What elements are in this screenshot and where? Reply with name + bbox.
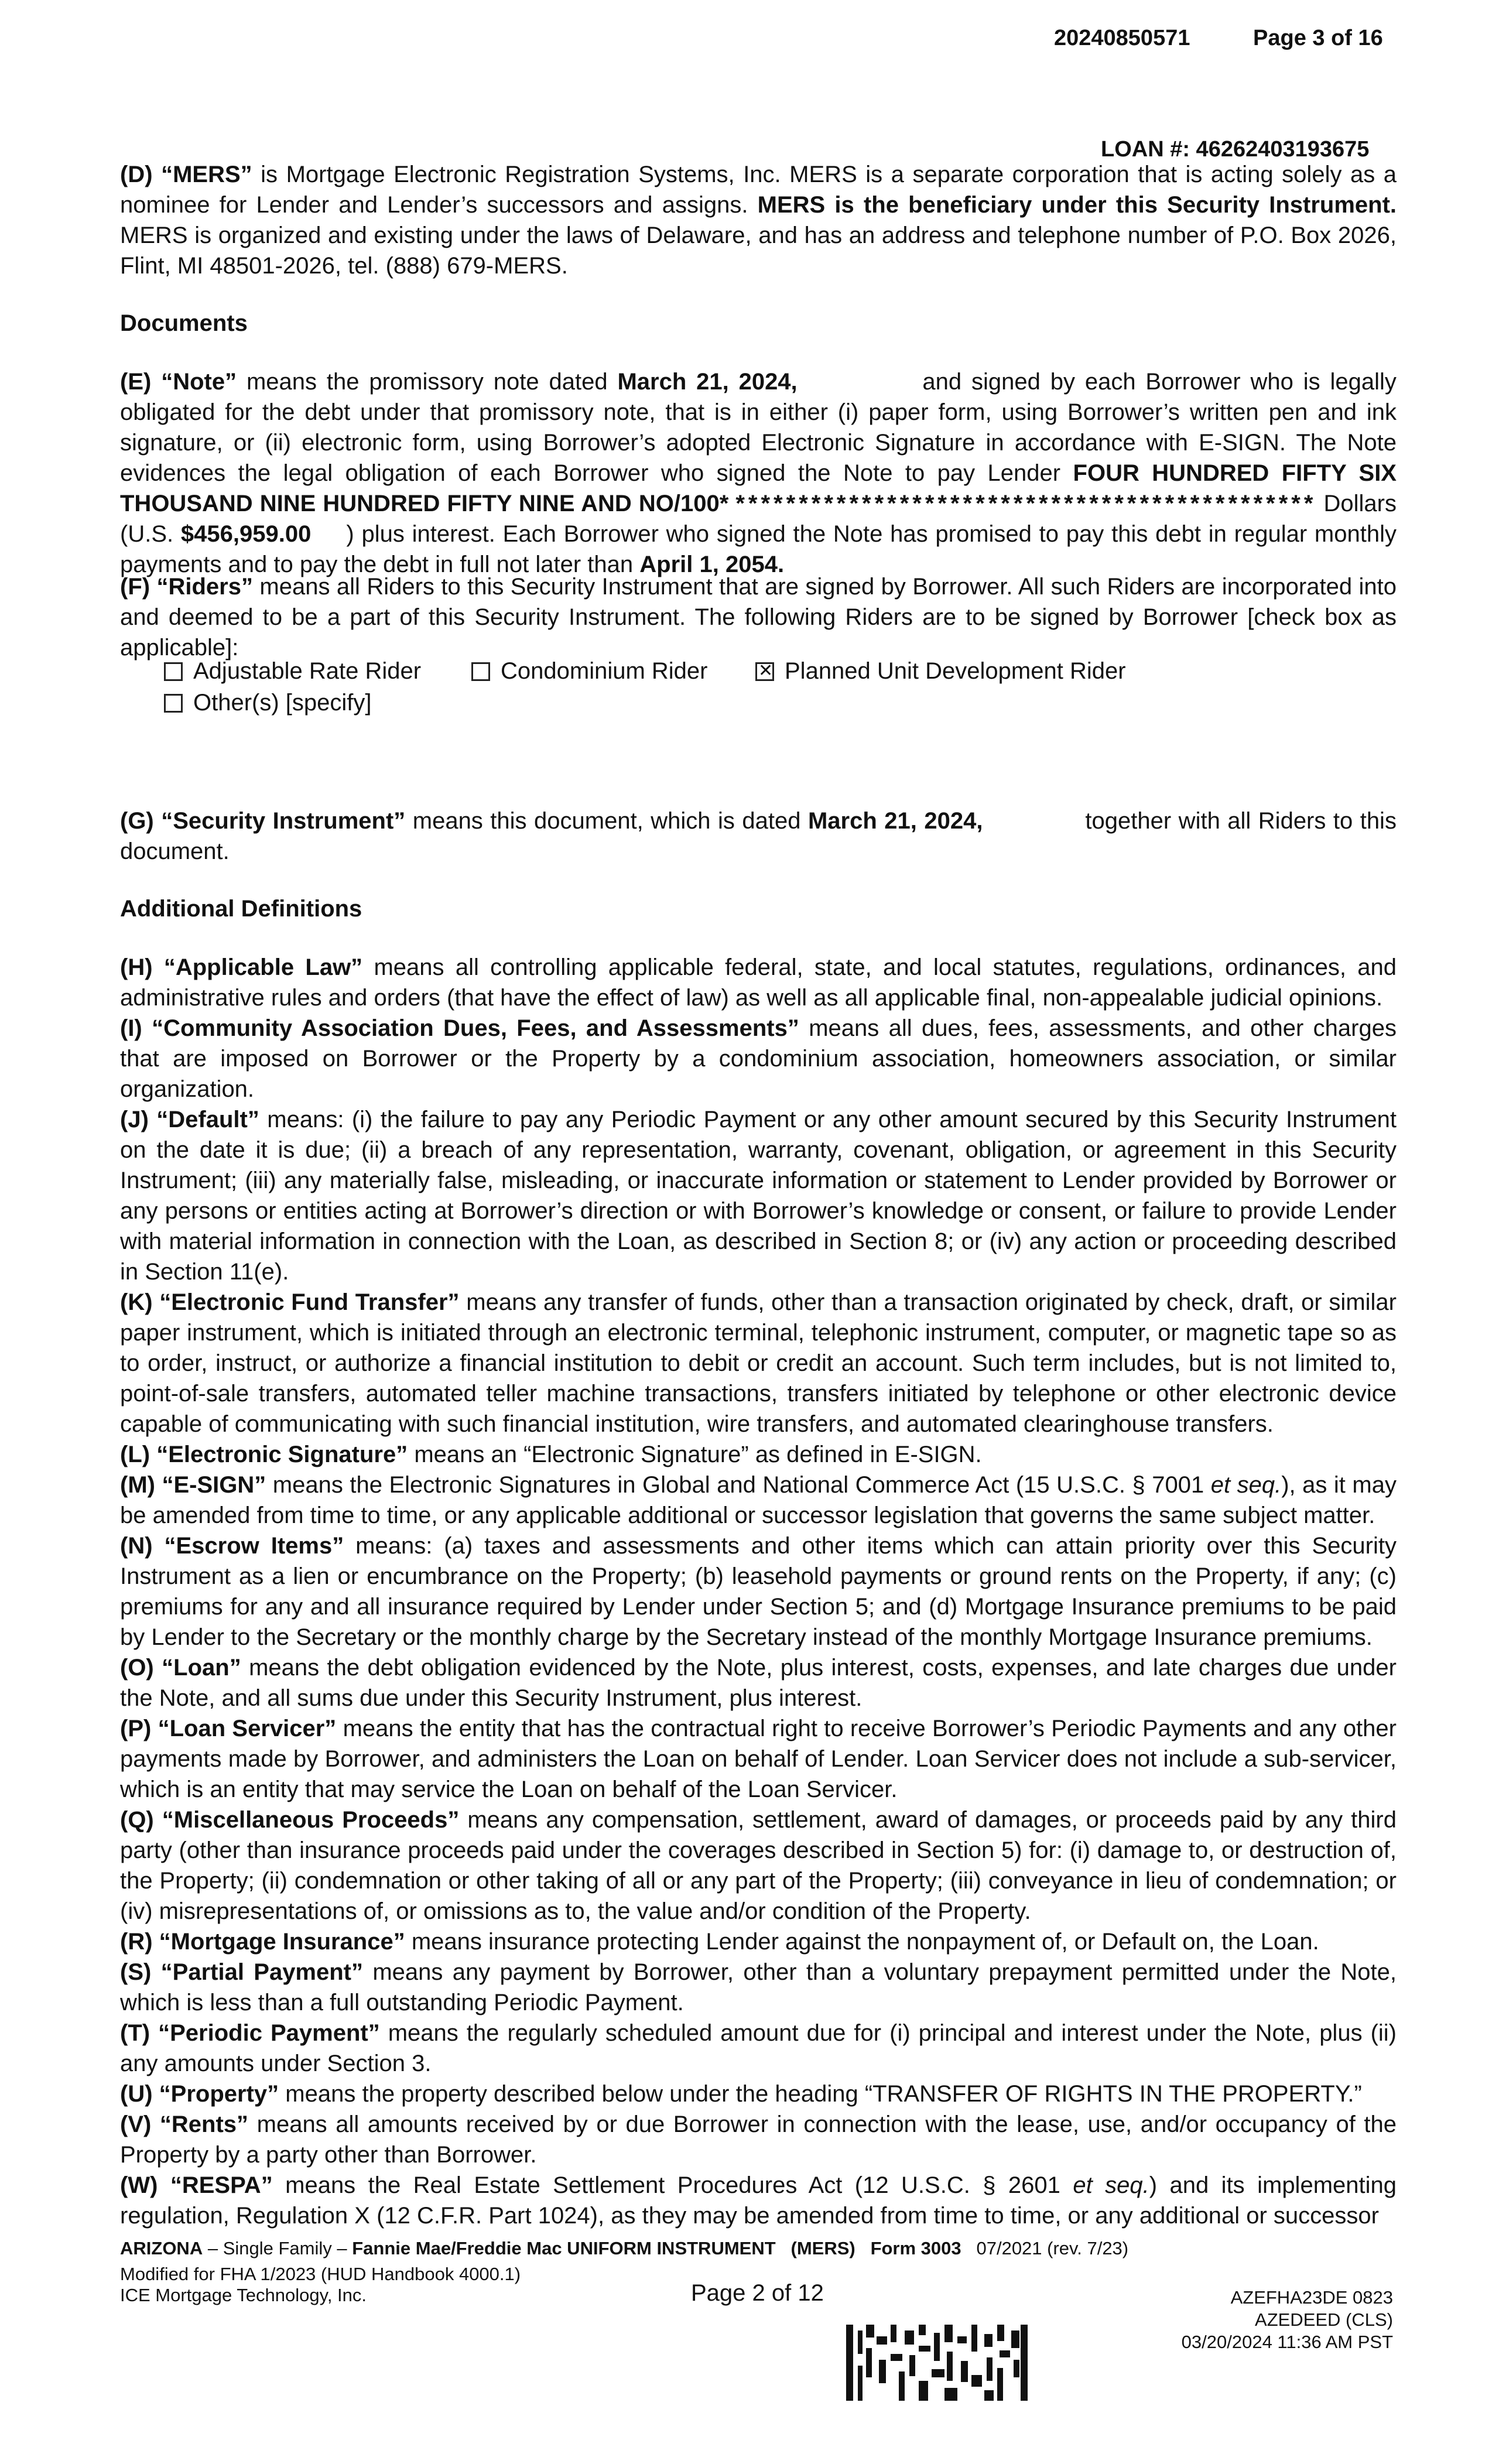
section-label: (K) xyxy=(120,1289,153,1315)
additional-definitions-heading: Additional Definitions xyxy=(120,896,362,922)
section-e xyxy=(120,367,1397,580)
rider-label: Planned Unit Development Rider xyxy=(785,658,1126,684)
term: “Note” xyxy=(161,369,237,395)
rider-adjustable-rate[interactable] xyxy=(164,658,421,685)
loan-number: LOAN #: 46262403193675 xyxy=(1101,137,1370,162)
section-q xyxy=(120,1805,1397,1926)
footer-company: ICE Mortgage Technology, Inc. xyxy=(120,2285,367,2305)
italic-text: et seq. xyxy=(1210,1472,1282,1498)
amount-words: FOUR HUNDRED FIFTY SIX THOUSAND NINE HUNDRED FIFTY NINE AND NO/100* xyxy=(120,460,1397,516)
term: “RESPA” xyxy=(170,2172,273,2198)
footer-mers: (MERS) xyxy=(790,2238,855,2258)
term: “Loan Servicer” xyxy=(158,1716,337,1741)
section-n xyxy=(120,1531,1397,1652)
term: “Mortgage Insurance” xyxy=(159,1929,405,1955)
section-label: (M) xyxy=(120,1472,155,1498)
section-label: (U) xyxy=(120,2081,153,2107)
term: “E-SIGN” xyxy=(162,1472,266,1498)
text: means all Riders to this Security Instrument that are signed by Borrower. All such Riders are incorporated into and deemed to be a part of this Security Instrument. The following Riders are to be signed by Borrower [check box as applicable]: xyxy=(120,574,1397,661)
instrument-date: March 21, 2024, xyxy=(807,808,983,834)
text: Dollars (U.S. xyxy=(120,491,1397,547)
term: “Periodic Payment” xyxy=(158,2020,380,2046)
text: means all dues, fees, assessments, and other charges that are imposed on Borrower or the Property by a condominium association, homeowners association, or similar organization. xyxy=(120,1015,1397,1102)
rider-condominium[interactable] xyxy=(471,658,707,685)
text: means the Electronic Signatures in Global and National Commerce Act (15 U.S.C. § 7001 xyxy=(272,1472,1204,1498)
footer-timestamp: 03/20/2024 11:36 AM PST xyxy=(1181,2332,1393,2352)
footer-modified: Modified for FHA 1/2023 (HUD Handbook 4000.1) xyxy=(120,2264,521,2284)
section-o xyxy=(120,1652,1397,1713)
checkbox[interactable] xyxy=(471,662,490,681)
section-j xyxy=(120,1104,1397,1287)
section-r xyxy=(120,1926,1397,1957)
term: “Property” xyxy=(159,2081,279,2107)
footer-form: Form 3003 xyxy=(870,2238,961,2258)
text: means this document, which is dated xyxy=(412,808,801,834)
text: means any payment by Borrower, other than a voluntary prepayment permitted under the Note, which is less than a full outstanding Periodic Payment. xyxy=(120,1959,1397,2015)
term: “MERS” xyxy=(161,162,252,187)
rider-label: Condominium Rider xyxy=(501,658,708,684)
text: means the entity that has the contractual right to receive Borrower’s Periodic Payments and any other payments made by Borrower, and administers the Loan on behalf of Lender. Loan Servicer does not include a sub-servicer, which is an entity that may service the Loan on behalf of the Loan Servicer. xyxy=(120,1716,1397,1802)
section-f xyxy=(120,571,1397,663)
rider-label: Other(s) [specify] xyxy=(193,690,372,716)
section-p xyxy=(120,1713,1397,1805)
section-label: (S) xyxy=(120,1959,152,1985)
section-label: (G) xyxy=(120,808,154,834)
section-label: (W) xyxy=(120,2172,158,2198)
section-k xyxy=(120,1287,1397,1439)
note-date: March 21, 2024, xyxy=(617,369,798,395)
text: means the property described below under the heading “TRANSFER OF RIGHTS IN THE PROPERTY.” xyxy=(285,2081,1362,2107)
footer-form-line xyxy=(120,2238,1233,2259)
section-label: (D) xyxy=(120,162,153,187)
section-w xyxy=(120,2170,1397,2231)
section-u xyxy=(120,2079,1397,2109)
text: ) and its implementing regulation, Regulation X (12 C.F.R. Part 1024), as they may be amended from time to time, or any additional or successor xyxy=(120,2172,1397,2229)
text: together with all Riders to this document. xyxy=(120,808,1397,864)
footer-form-date: 07/2021 (rev. 7/23) xyxy=(976,2238,1129,2258)
text: is Mortgage Electronic Registration Systems, Inc. MERS is a separate corporation that is acting solely as a nominee for Lender and Lender’s successors and assigns. xyxy=(120,162,1397,218)
document-barcode-icon xyxy=(846,2325,1028,2401)
footer-instrument: Fannie Mae/Freddie Mac UNIFORM INSTRUMENT xyxy=(352,2238,776,2258)
section-l xyxy=(120,1439,1397,1470)
text: means the regularly scheduled amount due for (i) principal and interest under the Note, plus (ii) any amounts under Section 3. xyxy=(120,2020,1397,2076)
rider-other[interactable] xyxy=(164,690,372,716)
text: and signed by each Borrower who is legally obligated for the debt under that promissory note, that is in either (i) paper form, using Borrower’s written pen and ink signature, or (ii) electronic form, using Borrower’s adopted Electronic Signature in accordance with E-SIGN. The Note evidences the legal obligation of each Borrower who signed the Note to pay Lender xyxy=(120,369,1397,486)
term: “Escrow Items” xyxy=(164,1533,344,1559)
footer-page-number: Page 2 of 12 xyxy=(691,2280,824,2306)
term: “Partial Payment” xyxy=(160,1959,364,1985)
maturity-date: April 1, 2054. xyxy=(639,552,785,577)
text: ), as it may be amended from time to time, or any applicable additional or successor legislation that governs the same subject matter. xyxy=(120,1472,1397,1528)
text: ) plus interest. Each Borrower who signed the Note has promised to pay this debt in regular monthly payments and to pay the debt in full not later than xyxy=(120,521,1397,577)
term: “Default” xyxy=(156,1107,259,1132)
amount: $456,959.00 xyxy=(180,521,312,547)
term: “Electronic Fund Transfer” xyxy=(159,1289,460,1315)
italic-text: et seq. xyxy=(1073,2172,1149,2198)
section-h xyxy=(120,952,1397,1013)
section-label: (F) xyxy=(120,574,150,600)
section-t xyxy=(120,2018,1397,2079)
section-label: (J) xyxy=(120,1107,149,1132)
text: means any transfer of funds, other than a transaction originated by check, draft, or similar paper instrument, which is initiated through an electronic terminal, telephonic instrument, computer, or magnetic tape so as to order, instruct, or authorize a financial institution to debit or credit an account. Such term includes, but is not limited to, point-of-sale transfers, automated teller machine transactions, transfers initiated by telephone or other electronic device capable of communicating with such financial institution, wire transfers, and automated clearinghouse transfers. xyxy=(120,1289,1397,1437)
recording-number: 20240850571 xyxy=(1054,26,1190,50)
term: “Miscellaneous Proceeds” xyxy=(162,1807,460,1833)
section-label: (N) xyxy=(120,1533,153,1559)
section-label: (H) xyxy=(120,954,153,980)
footer-state: ARIZONA xyxy=(120,2238,203,2258)
section-label: (R) xyxy=(120,1929,153,1955)
term: “Electronic Signature” xyxy=(156,1442,408,1467)
term: “Loan” xyxy=(162,1655,241,1681)
text: means all controlling applicable federal, state, and local statutes, regulations, ordinances, and administrative rules and orders (that have the effect of law) as well as all applicable final, non-appealable judicial opinions. xyxy=(120,954,1397,1011)
text: means the promissory note dated xyxy=(246,369,608,395)
section-label: (L) xyxy=(120,1442,150,1467)
bold-text: MERS is the beneficiary under this Security Instrument. xyxy=(757,192,1397,218)
text: means: (a) taxes and assessments and other items which can attain priority over this Security Instrument as a lien or encumbrance on the Property; (b) leasehold payments or ground rents on the Property, if any; (c) premiums for any and all insurance required by Lender under Section 5; and (d) Mortgage Insurance premiums to be paid by Lender to the Secretary or the monthly charge by the Secretary instead of the monthly Mortgage Insurance premiums. xyxy=(120,1533,1397,1650)
checkbox[interactable] xyxy=(164,662,183,681)
rider-planned-unit-development[interactable] xyxy=(755,658,1126,685)
footer-code: AZEFHA23DE 0823 xyxy=(1230,2287,1393,2308)
text: means any compensation, settlement, award of damages, or proceeds paid by any third party (other than insurance proceeds paid under the coverages described in Section 5) for: (i) damage to, or destruction of, the Property; (ii) condemnation or other taking of all or any part of the Property; (iii) conveyance in lieu of condemnation; or (iv) misrepresentations of, or omissions as to, the value and/or condition of the Property. xyxy=(120,1807,1397,1924)
section-label: (V) xyxy=(120,2111,152,2137)
text: MERS is organized and existing under the laws of Delaware, and has an address and telephone number of P.O. Box 2026, Flint, MI 48501-2026, tel. (888) 679-MERS. xyxy=(120,223,1397,279)
section-label: (E) xyxy=(120,369,152,395)
documents-heading: Documents xyxy=(120,310,248,336)
term: “Riders” xyxy=(156,574,253,600)
section-v xyxy=(120,2109,1397,2170)
term: “Community Association Dues, Fees, and Assessments” xyxy=(152,1015,799,1041)
definitions-block xyxy=(120,952,1397,2231)
text: means the debt obligation evidenced by the Note, plus interest, costs, expenses, and late charges due under the Note, and all sums due under this Security Instrument, plus interest. xyxy=(120,1655,1397,1711)
section-label: (O) xyxy=(120,1655,154,1681)
term: “Rents” xyxy=(159,2111,249,2137)
rider-label: Adjustable Rate Rider xyxy=(193,658,422,684)
section-i xyxy=(120,1013,1397,1104)
checkbox-checked[interactable] xyxy=(755,662,774,681)
section-label: (P) xyxy=(120,1716,152,1741)
text: means all amounts received by or due Borrower in connection with the lease, use, and/or occupancy of the Property by a party other than Borrower. xyxy=(120,2111,1397,2168)
filler-stars: ********************************************** xyxy=(735,491,1317,516)
text: means: (i) the failure to pay any Periodic Payment or any other amount secured by this Security Instrument on the date it is due; (ii) a breach of any representation, warranty, covenant, obligation, or agreement in this Security Instrument; (iii) any materially false, misleading, or inaccurate information or statement to Lender provided by Borrower or any persons or entities acting at Borrower’s direction or with Borrower’s knowledge or consent, or failure to provide Lender with material information in connection with the Loan, as described in Section 8; or (iv) any action or proceeding described in Section 11(e). xyxy=(120,1107,1397,1285)
footer-code2: AZEDEED (CLS) xyxy=(1255,2309,1393,2330)
page-label: Page 3 of 16 xyxy=(1253,26,1383,50)
section-d xyxy=(120,159,1397,281)
section-s xyxy=(120,1957,1397,2018)
section-g xyxy=(120,806,1397,867)
section-label: (Q) xyxy=(120,1807,154,1833)
text: means an “Electronic Signature” as defined in E-SIGN. xyxy=(414,1442,982,1467)
section-m xyxy=(120,1470,1397,1531)
term: “Security Instrument” xyxy=(161,808,406,834)
text: means insurance protecting Lender against the nonpayment of, or Default on, the Loan. xyxy=(411,1929,1319,1955)
section-label: (T) xyxy=(120,2020,150,2046)
section-label: (I) xyxy=(120,1015,142,1041)
footer-text: – Single Family – xyxy=(207,2238,347,2258)
checkbox[interactable] xyxy=(164,694,183,713)
term: “Applicable Law” xyxy=(163,954,363,980)
text: means the Real Estate Settlement Procedures Act (12 U.S.C. § 2601 xyxy=(285,2172,1060,2198)
